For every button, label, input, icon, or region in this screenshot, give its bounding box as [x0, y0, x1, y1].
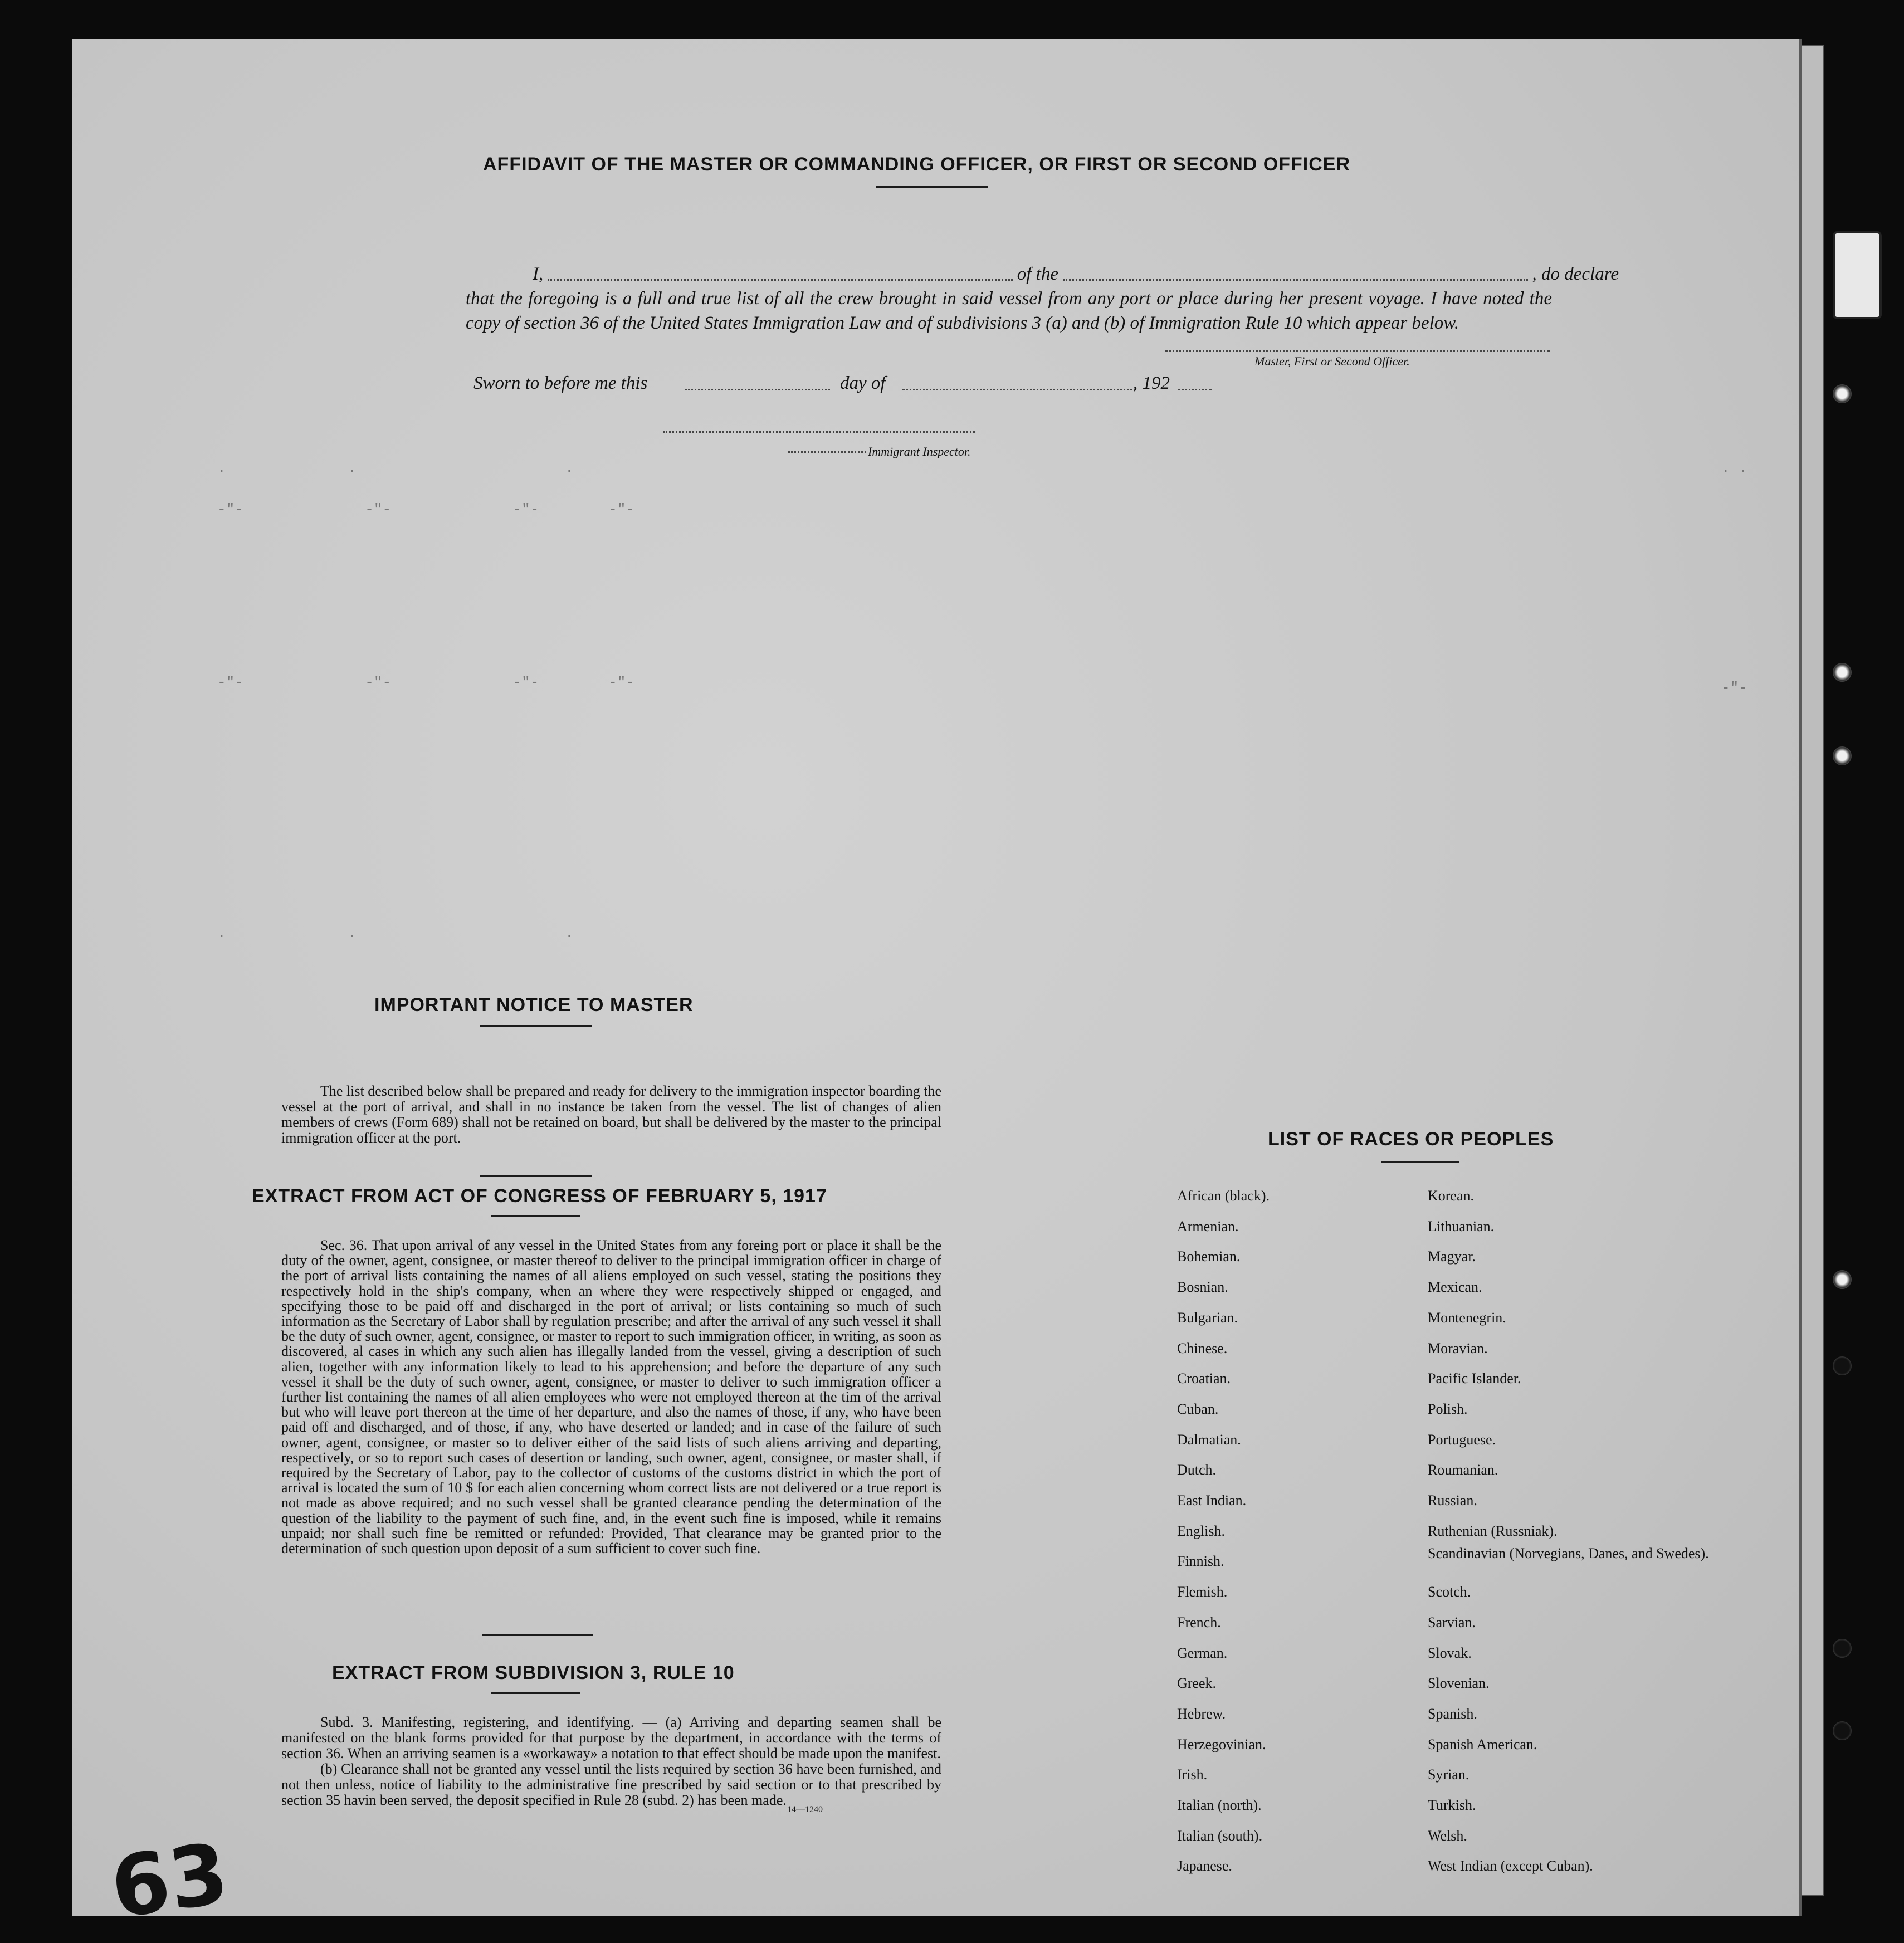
race-item: Welsh.	[1428, 1827, 1467, 1844]
year-prefix: , 192	[1133, 373, 1170, 393]
race-item: Lithuanian.	[1428, 1218, 1495, 1234]
title-rule	[876, 186, 988, 188]
race-item: Armenian.	[1177, 1218, 1239, 1234]
race-item: East Indian.	[1177, 1492, 1247, 1509]
name-field[interactable]	[548, 279, 1013, 281]
page-mark: 63	[105, 1825, 234, 1937]
race-item: Sarvian.	[1428, 1614, 1476, 1630]
race-item: Italian (north).	[1177, 1797, 1262, 1814]
affidavit-of-the: of the	[1017, 264, 1058, 284]
binder-hole	[1833, 384, 1852, 403]
race-item: Mexican.	[1428, 1279, 1482, 1296]
binder-clip	[1833, 231, 1882, 319]
rule10-rule-bottom	[491, 1692, 580, 1694]
race-item: Moravian.	[1428, 1340, 1488, 1356]
binder-hole	[1833, 663, 1852, 682]
race-item: Flemish.	[1177, 1584, 1228, 1600]
race-item: Polish.	[1428, 1400, 1468, 1417]
vessel-field[interactable]	[1063, 279, 1528, 281]
sworn-text: Sworn to before me this	[473, 373, 648, 393]
rule10-body	[281, 1715, 941, 1808]
race-item: Bulgarian.	[1177, 1309, 1238, 1326]
race-item: Irish.	[1177, 1766, 1208, 1783]
race-item: Italian (south).	[1177, 1827, 1263, 1844]
race-item: Hebrew.	[1177, 1705, 1226, 1722]
race-item: Ruthenian (Russniak).	[1428, 1522, 1558, 1539]
ditto-marks: . . .	[217, 925, 574, 941]
race-item: Scotch.	[1428, 1584, 1471, 1600]
affidavit-title: AFFIDAVIT OF THE MASTER OR COMMANDING OFFICER, OR FIRST OR SECOND OFFICER	[483, 154, 1350, 175]
binder-hole	[1833, 1639, 1852, 1658]
day-of-text: day of	[840, 373, 886, 393]
ditto-marks: -"-	[1721, 680, 1747, 696]
races-right-column	[1428, 1181, 1709, 1882]
races-rule	[1381, 1161, 1459, 1163]
race-item: Korean.	[1428, 1188, 1475, 1204]
inspector-label: Immigrant Inspector.	[868, 445, 971, 458]
ditto-marks: . .	[1721, 460, 1747, 476]
rule10-title: EXTRACT FROM SUBDIVISION 3, RULE 10	[332, 1662, 735, 1683]
affidavit-statement: that the foregoing is a full and true list of all the crew brought in said vessel from any port or place during her present voyage. I have noted the copy of section 36 of the United States Immigration Law and of subdivisions 3 (a) and (b) of Immigration Rule 10 which appear below.	[466, 289, 1552, 333]
race-item: Japanese.	[1177, 1858, 1232, 1874]
race-item: Bohemian.	[1177, 1248, 1241, 1265]
race-item: Greek.	[1177, 1675, 1217, 1692]
race-item: Herzegovinian.	[1177, 1736, 1266, 1752]
act-body: Sec. 36. That upon arrival of any vessel in the United States from any foreing port or place it shall be the duty of the owner, agent, consignee, or master thereof to deliver to the principal immigration officer in charge of the port of arrival lists containing the names of all aliens employed on such vessel, stating the positions they respectively hold in the ship's company, when an where they were respectively shipped or engaged, and specifying those to be paid off and discharged in the port of arrival; or lists containing so much of such information as the Secretary of Labor shall by regulation prescribe; and after the arrival of any such vessel it shall be the duty of such owner, agent, consignee, or master to report to such immigration officer, in writing, as soon as discovered, al cases in which any such alien has illegally landed from the vessel, giving a description of such alien, together with any information likely to lead to his apprehension; and before the departure of any such vessel it shall be the duty of such owner, agent, consignee, or master to deliver to such immigration officer a further list containing the names of all alien employees who were not employed thereon at the tim of the arrival but who will leave port thereon at the time of her departure, and also the names of those, if any, who have been paid off and discharged, and of those, if any, who have deserted or landed; and in case of the failure of such owner, agent, consignee, or master so to deliver either of the said lists of such aliens arriving and departing, respectively, or so to report such cases of desertion or landing, such owner, agent, consignee, or master shall, if required by the Secretary of Labor, pay to the collector of customs of the customs district in which the port of arrival is located the sum of 10 $ for each alien concerning whom correct lists are not delivered or a true report is not made as above required; and no such vessel shall be granted clearance pending the determination of the question of the liability to the payment of such fine, and, in the event such fine is imposed, while it remains unpaid; nor shall such fine be remitted or refunded: Provided, That clearance may be granted prior to the determination of such question upon deposit of a sum sufficient to cover such fine.	[281, 1237, 941, 1557]
race-item: Finnish.	[1177, 1553, 1224, 1570]
race-item: Slovenian.	[1428, 1675, 1490, 1692]
race-item: English.	[1177, 1522, 1225, 1539]
notice-body: The list described below shall be prepared and ready for delivery to the immigration inspector boarding the vessel at the port of arrival, and shall in no instance be taken from the vessel. The list of changes of alien members of crews (Form 689) shall not be retained on board, but shall be delivered by the master to the principal immigration officer at the port.	[281, 1083, 941, 1146]
document-page	[72, 39, 1802, 1916]
ditto-marks: . . .	[217, 460, 574, 476]
race-item: Dalmatian.	[1177, 1431, 1241, 1448]
race-item: Pacific Islander.	[1428, 1370, 1521, 1387]
affidavit-i: I,	[533, 264, 544, 284]
ditto-marks: -"- -"- -"- -"-	[217, 501, 634, 518]
inspector-dot-leader	[788, 451, 866, 453]
race-item: Chinese.	[1177, 1340, 1228, 1356]
race-item: Magyar.	[1428, 1248, 1476, 1265]
race-item: Dutch.	[1177, 1462, 1217, 1478]
race-item: Roumanian.	[1428, 1462, 1498, 1478]
race-item: West Indian (except Cuban).	[1428, 1858, 1593, 1874]
rule10-rule-top	[482, 1634, 593, 1636]
race-item: Croatian.	[1177, 1370, 1231, 1387]
race-item: German.	[1177, 1644, 1228, 1661]
binder-hole	[1833, 1356, 1852, 1375]
act-rule-top	[480, 1175, 592, 1177]
master-signature-line[interactable]	[1165, 350, 1550, 352]
binder-hole	[1833, 1721, 1852, 1740]
race-item: Syrian.	[1428, 1766, 1470, 1783]
notice-rule	[480, 1025, 592, 1027]
race-item: African (black).	[1177, 1188, 1270, 1204]
sworn-day-field[interactable]	[685, 389, 830, 390]
act-rule-bottom	[491, 1215, 580, 1217]
year-field[interactable]	[1178, 389, 1212, 390]
form-number: 14—1240	[787, 1805, 823, 1814]
affidavit-declare: , do declare	[1532, 264, 1619, 284]
race-item: Slovak.	[1428, 1644, 1472, 1661]
race-item: Scandinavian (Norvegians, Danes, and Swedes).	[1428, 1545, 1709, 1562]
races-title: LIST OF RACES OR PEOPLES	[1268, 1129, 1554, 1150]
rule10-para-b: (b) Clearance shall not be granted any vessel until the lists required by section 36 have been furnished, and not then unless, notice of liability to the administrative fine prescribed by said section or to that prescribed by section 35 havin been served, the deposit specified in Rule 28 (subd. 2) has been made.	[281, 1761, 941, 1808]
race-item: Spanish American.	[1428, 1736, 1537, 1752]
sworn-month-field[interactable]	[902, 389, 1136, 390]
race-item: French.	[1177, 1614, 1221, 1630]
race-item: Portuguese.	[1428, 1431, 1496, 1448]
inspector-signature-line[interactable]	[663, 431, 975, 433]
race-item: Montenegrin.	[1428, 1309, 1506, 1326]
race-item: Turkish.	[1428, 1797, 1476, 1814]
rule10-para-a: Subd. 3. Manifesting, registering, and identifying. — (a) Arriving and departing seamen shall be manifested on the blank forms provided for that purpose by the department, in accordance with the terms of section 36. When an arriving seamen is a «workaway» a notation to that effect should be made upon the manifest.	[281, 1714, 941, 1761]
binder-hole	[1833, 746, 1852, 765]
master-signature-label: Master, First or Second Officer.	[1254, 354, 1410, 368]
race-item: Cuban.	[1177, 1400, 1219, 1417]
ditto-marks: -"- -"- -"- -"-	[217, 674, 634, 691]
race-item: Spanish.	[1428, 1705, 1477, 1722]
act-title: EXTRACT FROM ACT OF CONGRESS OF FEBRUARY 5, 1917	[252, 1185, 827, 1207]
affidavit-body	[466, 262, 1619, 335]
notice-title: IMPORTANT NOTICE TO MASTER	[374, 994, 694, 1016]
race-item: Bosnian.	[1177, 1279, 1228, 1296]
race-item: Russian.	[1428, 1492, 1477, 1509]
races-left-column	[1177, 1181, 1270, 1882]
binder-hole	[1833, 1270, 1852, 1289]
